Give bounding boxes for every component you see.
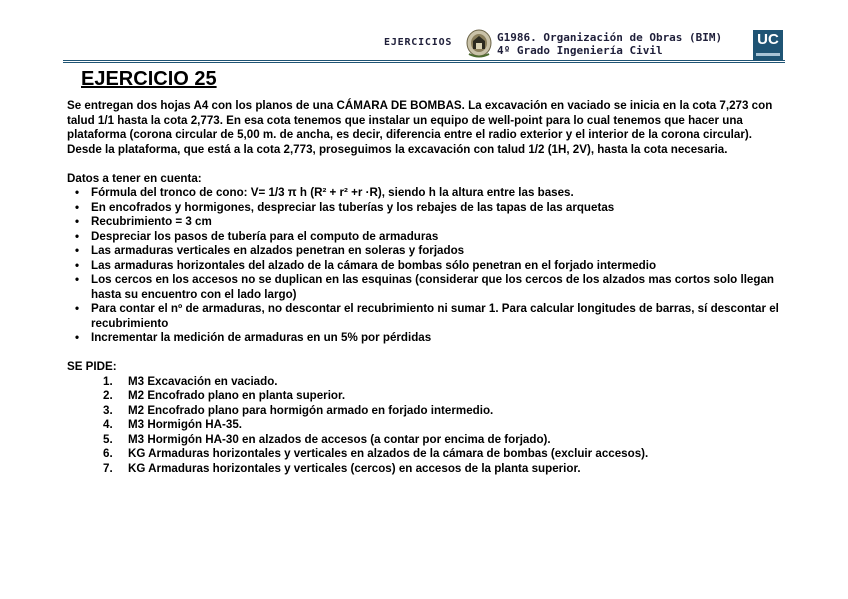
asks-heading: SE PIDE: (67, 360, 117, 373)
ask-item (67, 462, 789, 477)
exercise-title: EJERCICIO 25 (81, 68, 217, 90)
data-list (67, 186, 789, 346)
uc-logo (753, 30, 783, 60)
ask-item (67, 404, 789, 419)
ask-text: M3 Hormigón HA-35. (128, 418, 243, 431)
asks-list (67, 375, 789, 477)
data-item: • Las armaduras horizontales del alzado de la cámara de bombas sólo penetran en el forjado intermedio (67, 259, 789, 274)
data-item: • En encofrados y hormigones, despreciar las tuberías y los rebajes de las tapas de las arquetas (67, 201, 789, 216)
ask-text: KG Armaduras horizontales y verticales en alzados de la cámara de bombas (excluir accesos). (128, 447, 649, 460)
data-item: • Fórmula del tronco de cono: V= 1/3 π h (R² + r² +r ·R), siendo h la altura entre las bases. (67, 186, 789, 201)
university-seal-icon (465, 28, 493, 58)
ask-number: 5. (103, 432, 113, 446)
data-item: • Incrementar la medición de armaduras en un 5% por pérdidas (67, 331, 789, 346)
ask-number: 6. (103, 447, 113, 460)
ask-item (67, 418, 789, 433)
section-label: EJERCICIOS (384, 37, 453, 48)
course-info (497, 31, 722, 57)
exercise-body (67, 99, 789, 476)
intro-paragraph: Se entregan dos hojas A4 con los planos de una CÁMARA DE BOMBAS. La excavación en vaciado se inicia en la cota 7,273 con talud 1/1 hasta la cota 2,773. En esa cota tenemos que instalar un equipo de well-point para lo cual tenemos que hacer una plataforma (corona circular de 5,00 m. de ancha, es decir, diferencia entre el radio exterior y el interior de la corona circular). Desde la plataforma, que está a la cota 2,773, proseguimos la excavación con talud 1/2 (1H, 2V), hasta la cota necesaria. (67, 99, 773, 156)
course-code: G1986. Organización de Obras (BIM) (497, 31, 723, 44)
ask-item (67, 433, 789, 448)
data-item: • Recubrimiento = 3 cm (67, 215, 789, 230)
header-divider (63, 60, 785, 61)
header-divider-secondary (63, 62, 785, 63)
ask-number: 1. (103, 374, 113, 388)
ask-text: M3 Hormigón HA-30 en alzados de accesos (a contar por encima de forjado). (128, 432, 551, 446)
data-item: • Las armaduras verticales en alzados penetran en soleras y forjados (67, 244, 789, 259)
data-heading: Datos a tener en cuenta: (67, 171, 202, 185)
data-item: • Los cercos en los accesos no se duplican en las esquinas (considerar que los cercos de los alzados mas cortos solo llegan hasta su encuentro con el lado largo) (67, 273, 789, 302)
ask-text: KG Armaduras horizontales y verticales (cercos) en accesos de la planta superior. (128, 461, 581, 475)
ask-text: M2 Encofrado plano en planta superior. (128, 389, 346, 402)
ask-text: M3 Excavación en vaciado. (128, 374, 278, 388)
ask-item (67, 389, 789, 404)
course-degree: 4º Grado Ingeniería Civil (497, 44, 663, 57)
ask-item (67, 447, 789, 462)
data-item: • Despreciar los pasos de tubería para el computo de armaduras (67, 230, 789, 245)
ask-text: M2 Encofrado plano para hormigón armado en forjado intermedio. (128, 403, 494, 417)
uc-logo-bar (756, 53, 780, 56)
ask-item (67, 375, 789, 390)
data-item: • Para contar el nº de armaduras, no descontar el recubrimiento ni sumar 1. Para calcular longitudes de barras, sí descontar el recubrimiento (67, 302, 789, 331)
ask-number: 7. (103, 461, 113, 475)
ask-number: 4. (103, 418, 113, 431)
ask-number: 3. (103, 403, 113, 417)
uc-logo-text: UC (757, 31, 779, 48)
ask-number: 2. (103, 389, 113, 402)
